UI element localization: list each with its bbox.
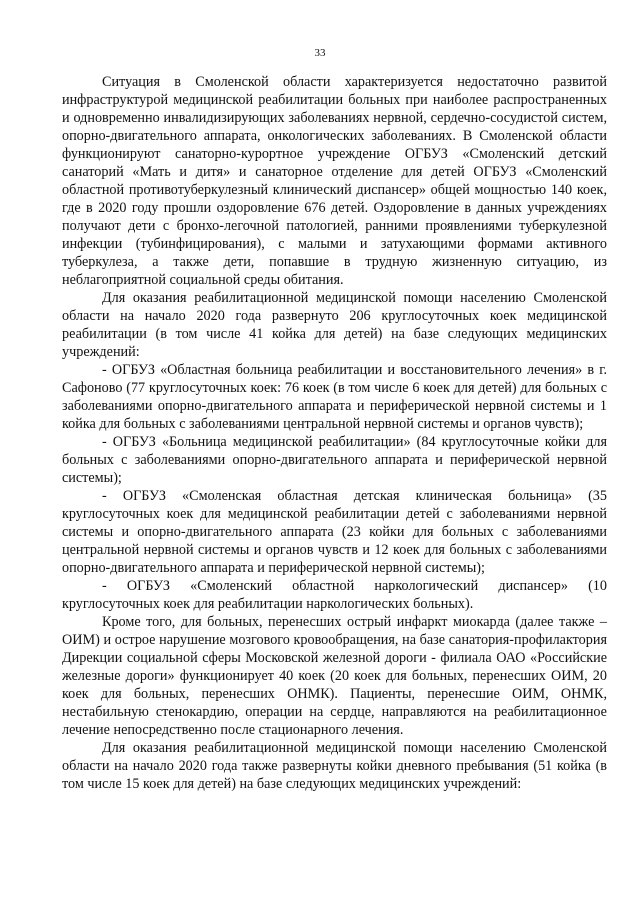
paragraph-sanatorium: Кроме того, для больных, перенесших острый инфаркт миокарда (далее также – ОИМ) и острое нарушение мозгового кровообращения, на базе санатория-профилактория Дирекции социальной сферы Московской железной дороги - филиала ОАО «Российские железные дороги» функционирует 40 коек (20 коек для больных, перенесших ОИМ, 20 коек для больных, перенесших ОНМК). Пациенты, перенесшие ОИМ, ОНМК, нестабильную стенокардию, операции на сердце, направляются на реабилитационное лечение непосредственно после стационарного лечения.	[62, 614, 607, 738]
paragraph-situation: Ситуация в Смоленской области характеризуется недостаточно развитой инфраструктурой медицинской реабилитации больных при наиболее распространенных и одновременно инвалидизирующих заболеваниях нервной, сердечно-сосудистой систем, опорно-двигательного аппарата, онкологических заболеваниях. В Смоленской области функционируют санаторно-курортное учреждение ОГБУЗ «Смоленский детский санаторий «Мать и дитя» и санаторное отделение для детей ОГБУЗ «Смоленский областной противотуберкулезный клинический диспансер» общей мощностью 140 коек, где в 2020 году прошли оздоровление 676 детей. Оздоровление в данных учреждениях получают дети с бронхо-легочной патологией, ранними проявлениями туберкулезной инфекции (тубинфицирования), с малыми и затухающими формами активного туберкулеза, а также дети, попавшие в трудную жизненную ситуацию, из неблагоприятной социальной среды обитания.	[62, 74, 607, 288]
page-number: 33	[314, 47, 326, 59]
paragraph-round-the-clock-beds: Для оказания реабилитационной медицинской помощи населению Смоленской области на начало 2020 года развернуто 206 круглосуточных коек медицинской реабилитации (в том числе 41 койка для детей) на базе следующих медицинских учреждений:	[62, 290, 607, 360]
paragraph-day-beds: Для оказания реабилитационной медицинской помощи населению Смоленской области на начало 2020 года также развернуты койки дневного пребывания (51 койка (в том числе 15 коек для детей) на базе следующих медицинских учреждений:	[62, 740, 607, 792]
list-item-safonovo-hospital: - ОГБУЗ «Областная больница реабилитации и восстановительного лечения» в г. Сафоново (77 круглосуточных коек: 76 коек (в том числе 6 коек для детей) для больных с заболеваниями опорно-двигательного аппарата и периферической нервной системы и 1 койка для больных с заболеваниями центральной нервной системы и органов чувств);	[62, 362, 607, 432]
document-body	[62, 73, 607, 793]
list-item-narcology-dispensary: - ОГБУЗ «Смоленский областной наркологический диспансер» (10 круглосуточных коек для реабилитации наркологических больных).	[62, 578, 607, 612]
list-item-childrens-hospital: - ОГБУЗ «Смоленская областная детская клиническая больница» (35 круглосуточных коек для медицинской реабилитации детей с заболеваниями нервной системы и опорно-двигательного аппарата (23 койки для больных с заболеваниями центральной нервной системы и органов чувств и 12 коек для больных с заболеваниями опорно-двигательного аппарата и периферической нервной системы);	[62, 488, 607, 576]
list-item-rehab-hospital: - ОГБУЗ «Больница медицинской реабилитации» (84 круглосуточные койки для больных с заболеваниями опорно-двигательного аппарата и периферической нервной системы);	[62, 434, 607, 486]
